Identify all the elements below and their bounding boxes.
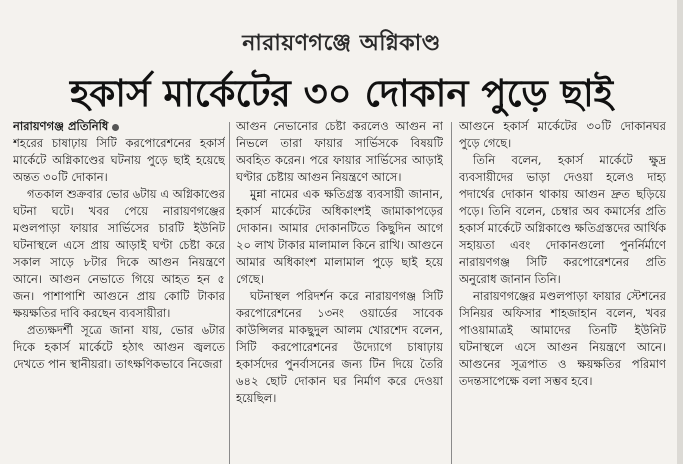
article-byline-paragraph [13, 118, 225, 135]
paragraph: আগুনে হকার্স মার্কেটের ৩০টি দোকানঘর পুড়ে গেছে। [459, 119, 666, 150]
paragraph: আগুন নেভানোর চেষ্টা করলেও আগুন না নিভলে তারা ফায়ার সার্ভিসকে বিষয়টি অবহিত করেন। পরে ফায়ার সার্ভিসের আড়াই ঘণ্টার চেষ্টায় আগুন নিয়ন্ত্রণে আসে। [236, 119, 443, 184]
article-column-3 [459, 118, 666, 464]
bullet-icon [112, 124, 119, 131]
column-divider [229, 122, 230, 464]
byline: নারায়ণগঞ্জ প্রতিনিধি [13, 119, 109, 133]
paragraph: ঘটনাস্থল পরিদর্শন করে নারায়ণগঞ্জ সিটি করপোরেশনের ১৩নং ওয়ার্ডের সাবেক কাউন্সিলর মাকছুদুল আলম খোরশেদ বলেন, সিটি করপোরেশনের উদ্যোগে চাষাঢ়ায় হকার্সদের পুনর্বাসনের জন্য টিন দিয়ে তৈরি ৬৪২ ছোট দোকান ঘর নির্মাণ করে দেওয়া হয়েছিল। [236, 289, 443, 405]
paragraph: শহরের চাষাঢ়ায় সিটি করপোরেশনের হকার্স মার্কেটে অগ্নিকাণ্ডের ঘটনায় পুড়ে ছাই হয়েছে অন্তত ৩০টি দোকান। [13, 136, 225, 184]
previous-article-cutoff [0, 0, 683, 12]
paragraph: গতকাল শুক্রবার ভোর ৬টায় এ অগ্নিকাণ্ডের ঘটনা ঘটে। খবর পেয়ে নারায়ণগঞ্জের মণ্ডলপাড়া ফায়ার সার্ভিসের চারটি ইউনিট ঘটনাস্থলে এসে প্রায় আড়াই ঘণ্টা চেষ্টা করে সকাল সাড়ে ৮টার দিকে আগুন নিয়ন্ত্রণে আনে। আগুন নেভাতে গিয়ে আহত হন ৫ জন। পাশাপাশি আগুনে প্রায় কোটি টাকার ক্ষয়ক্ষতির দাবি করছেন ব্যবসায়ীরা। [13, 187, 225, 320]
paragraph: মুন্না নামের এক ক্ষতিগ্রস্ত ব্যবসায়ী জানান, হকার্স মার্কেটের অধিকাংশই জামাকাপড়ের দোকান। আমার দোকানটিতে কিছুদিন আগে ২০ লাখ টাকার মালামাল কিনে রাখি। আগুনে আমার অধিকাংশ মালামাল পুড়ে ছাই হয়ে গেছে। [236, 187, 443, 286]
paragraph: তিনি বলেন, হকার্স মার্কেটে ক্ষুদ্র ব্যবসায়ীদের ভাড়া দেওয়া হলেও দাহ্য পদার্থের দোকান থাকায় আগুন দ্রুত ছড়িয়ে পড়ে। তিনি বলেন, চেম্বার অব কমার্সের প্রতি হকার্স মার্কেটে অগ্নিকাণ্ডে ক্ষতিগ্রস্তদের আর্থিক সহায়তা এবং দোকানগুলো পুনর্নির্মাণে নারায়ণগঞ্জ সিটি করপোরেশনের প্রতি অনুরোধ জানান তিনি। [459, 153, 666, 286]
article-headline: হকার্স মার্কেটের ৩০ দোকান পুড়ে ছাই [69, 72, 614, 115]
column-divider [451, 122, 452, 464]
article-kicker: নারায়ণগঞ্জে অগ্নিকাণ্ড [242, 31, 441, 56]
article-column-1 [13, 118, 225, 464]
paragraph: প্রত্যক্ষদর্শী সূত্রে জানা যায়, ভোর ৬টার দিকে হকার্স মার্কেটে হঠাৎ আগুন জ্বলতে দেখতে পান স্থানীয়রা। তাৎক্ষণিকভাবে নিজেরা [13, 323, 225, 371]
page-edge [677, 0, 683, 464]
article-column-2 [236, 118, 443, 464]
paragraph: নারায়ণগঞ্জের মণ্ডলপাড়া ফায়ার স্টেশনের সিনিয়র অফিসার শাহজাহান বলেন, খবর পাওয়ামাত্রই আমাদের তিনটি ইউনিট ঘটনাস্থলে এসে আগুন নিয়ন্ত্রণে আনে। আগুনের সূত্রপাত ও ক্ষয়ক্ষতির পরিমাণ তদন্তসাপেক্ষে বলা সম্ভব হবে। [459, 289, 666, 388]
